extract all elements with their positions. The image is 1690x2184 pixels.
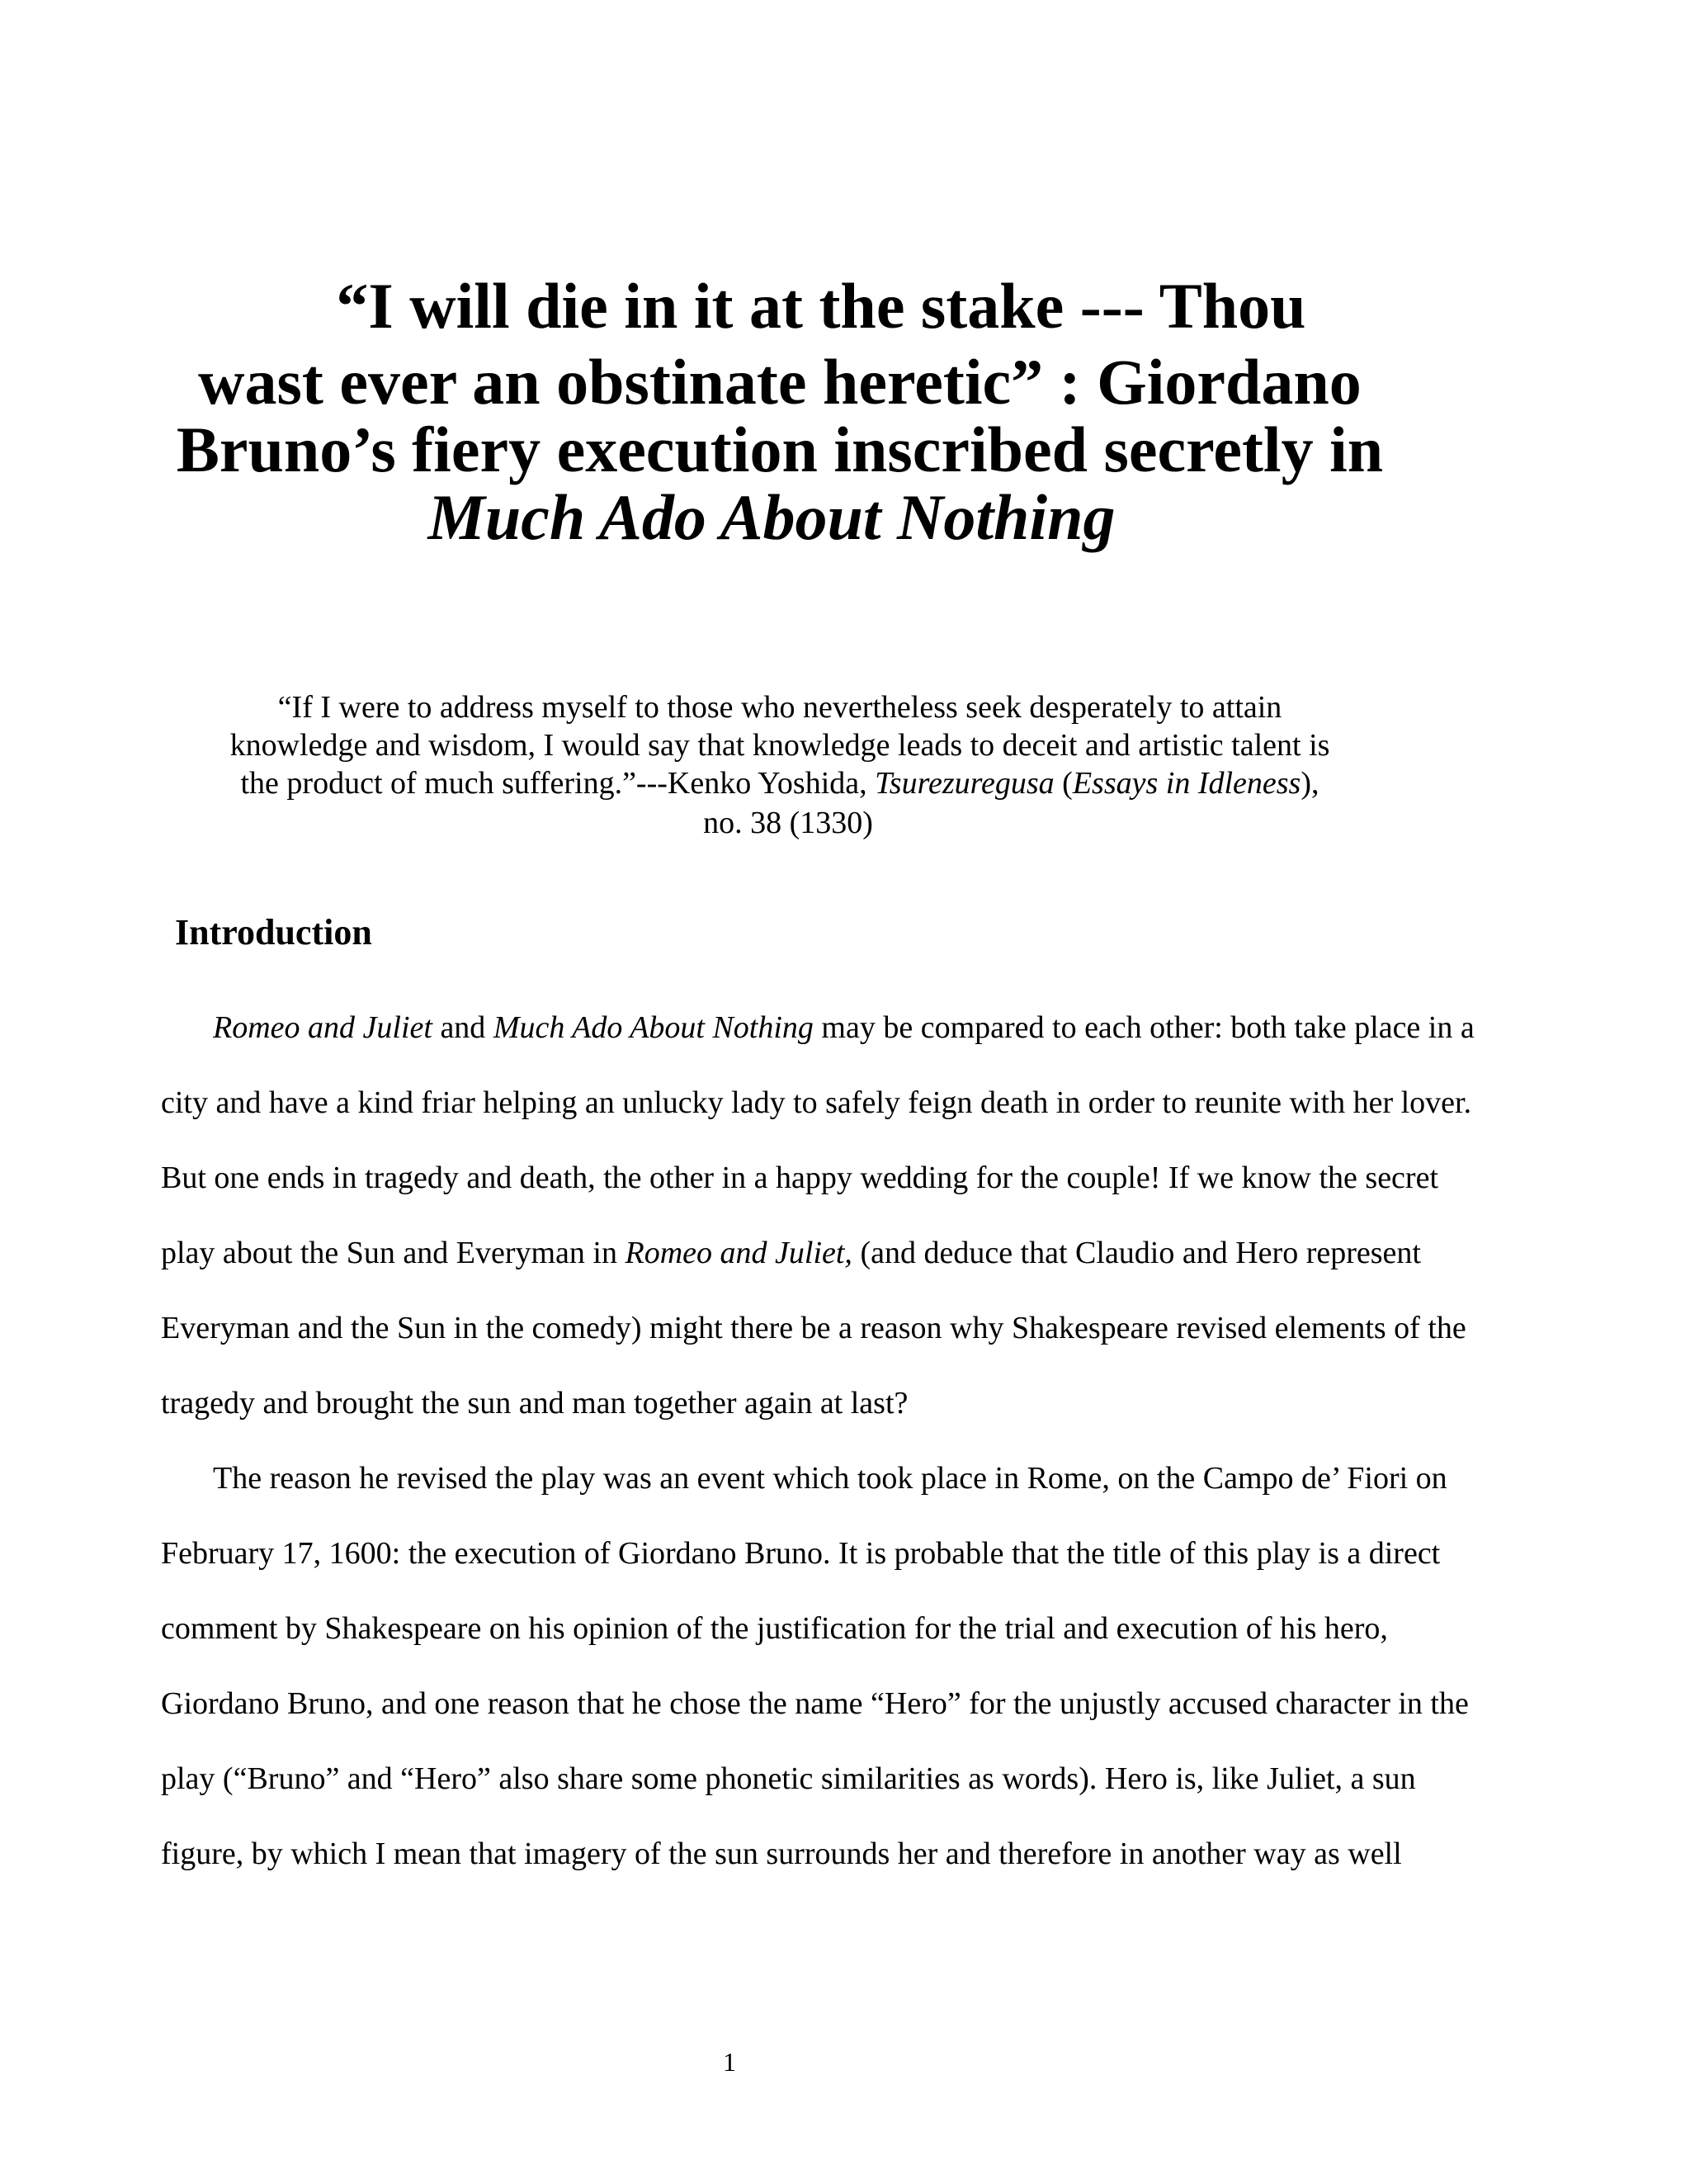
- text-fragment: (and deduce that Claudio and Hero represent: [852, 1236, 1421, 1270]
- title-line-1: “I will die in it at the stake --- Thou: [336, 270, 1306, 342]
- paragraph-2-line-1: The reason he revised the play was an event which took place in Rome, on the Campo de’ Fiori on: [213, 1461, 1447, 1496]
- epigraph-line-3: [0, 764, 1560, 802]
- title-line-2: wast ever an obstinate heretic” : Giordano: [198, 346, 1362, 418]
- paragraph-2-line-5: play (“Bruno” and “Hero” also share some phonetic similarities as words). Hero is, like Juliet, a sun: [161, 1761, 1416, 1796]
- title-romeo-and-juliet: Romeo and Juliet,: [625, 1236, 852, 1270]
- paragraph-1-line-5: Everyman and the Sun in the comedy) might there be a reason why Shakespeare revised elements of the: [161, 1311, 1466, 1345]
- paragraph-1-line-6: tragedy and brought the sun and man together again at last?: [161, 1386, 909, 1421]
- title-much-ado: Much Ado About Nothing: [493, 1010, 814, 1045]
- epigraph-source-subtitle: Essays in Idleness: [1072, 766, 1301, 801]
- paragraph-1-line-2: city and have a kind friar helping an unlucky lady to safely feign death in order to reunite with her lover.: [161, 1085, 1472, 1120]
- title-line-3: Bruno’s fiery execution inscribed secretly in: [176, 414, 1384, 485]
- paragraph-1-line-3: But one ends in tragedy and death, the other in a happy wedding for the couple! If we know the secret: [161, 1161, 1438, 1195]
- text-fragment: play about the Sun and Everyman in: [161, 1236, 625, 1270]
- paragraph-1-line-1: [213, 1009, 1475, 1047]
- epigraph-line-4: no. 38 (1330): [703, 806, 873, 840]
- epigraph-source-title: Tsurezuregusa: [875, 766, 1055, 801]
- page-number: 1: [723, 2047, 736, 2077]
- title-romeo-and-juliet: Romeo and Juliet: [213, 1010, 432, 1045]
- epigraph-line-2: knowledge and wisdom, I would say that knowledge leads to deceit and artistic talent is: [229, 728, 1330, 763]
- paragraph-1-line-4: [161, 1234, 1421, 1272]
- text-fragment: may be compared to each other: both take place in a: [813, 1010, 1475, 1045]
- paragraph-2-line-3: comment by Shakespeare on his opinion of the justification for the trial and execution of his hero,: [161, 1611, 1388, 1646]
- title-line-4: Much Ado About Nothing: [427, 481, 1116, 553]
- text-fragment: and: [432, 1010, 493, 1045]
- epigraph-line-1: “If I were to address myself to those who nevertheless seek desperately to attain: [277, 690, 1282, 725]
- paragraph-2-line-4: Giordano Bruno, and one reason that he chose the name “Hero” for the unjustly accused character in the: [161, 1686, 1469, 1721]
- paragraph-2-line-6: figure, by which I mean that imagery of the sun surrounds her and therefore in another way as well: [161, 1837, 1402, 1871]
- epigraph-paren-close: ),: [1301, 766, 1319, 801]
- paragraph-2-line-2: February 17, 1600: the execution of Giordano Bruno. It is probable that the title of this play is a direct: [161, 1536, 1441, 1571]
- epigraph-attribution: the product of much suffering.”---Kenko Yoshida,: [240, 766, 876, 801]
- section-heading: Introduction: [175, 912, 372, 953]
- epigraph-paren-open: (: [1054, 766, 1073, 801]
